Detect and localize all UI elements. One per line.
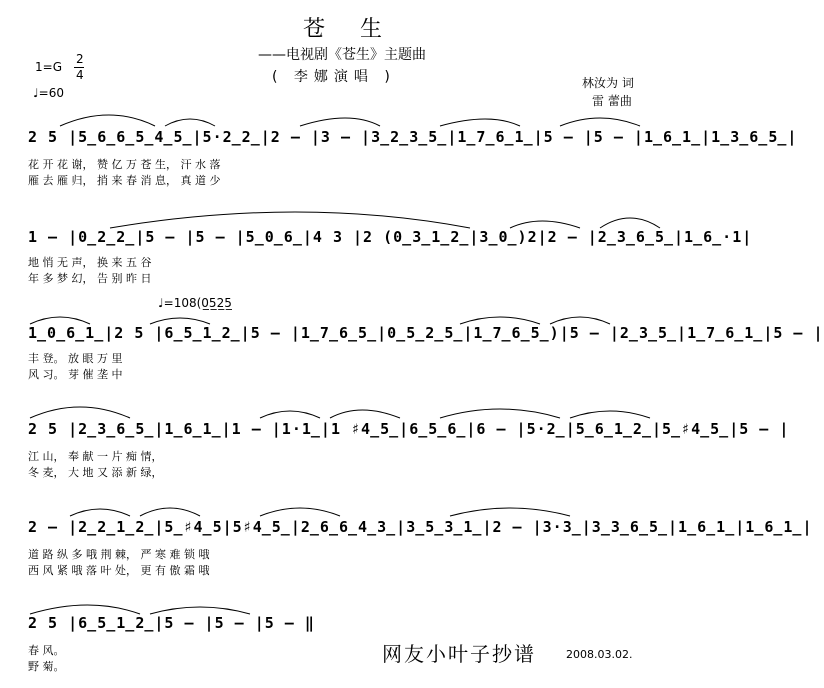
lyricist-credit: 林汝为 词 <box>582 76 634 90</box>
lyric-row-2-verse-1: 地 悄 无 声， 换 来 五 谷 <box>28 256 152 269</box>
lyric-row-5-verse-1: 道 路 纵 多 哦 荆 棘， 严 寒 难 锁 哦 <box>28 548 210 561</box>
song-title: 苍 生 <box>303 17 396 42</box>
transcriber-signature: 网友小叶子抄谱 <box>382 642 536 666</box>
key-signature: 1=G <box>35 60 62 74</box>
lyric-row-1-verse-2: 雁 去 雁 归， 捎 来 春 消 息， 真 道 少 <box>28 174 221 187</box>
notation-row-6: 2 5 |6̲5̲1̲2̲|5 – |5 – |5 – ‖ <box>28 614 315 632</box>
tempo-marking: ♩=60 <box>33 86 64 100</box>
notation-row-1: 2 5 |5̲6̲6̲5̲4̲5̲|5·2̲2̲|2 – |3 – |3̲2̲3̲5̲|1̲7̲6̲1̲|5 – |5 – |1̲6̲1̲|1̲3̲6̲5̲| <box>28 128 798 146</box>
notation-row-3: 1̲0̲6̲1̲|2 5 |6̲5̲1̲2̲|5 – |1̲7̲6̲5̲|0̲5̲2̲5̲|1̲7̲6̲5̲)|5 – |2̲3̲5̲|1̲7̲6̲1̲|5 – | <box>28 324 824 342</box>
lyric-row-2-verse-2: 年 多 梦 幻， 告 别 昨 日 <box>28 272 152 285</box>
notation-row-2: 1 – |0̲2̲2̲|5 – |5 – |5̲0̲6̲|4 3 |2 (0̲3̲1̲2̲|3̲0̲)2|2 – |2̲3̲6̲5̲|1̲6̲·1| <box>28 228 753 246</box>
notation-row-4: 2 5 |2̲3̲6̲5̲|1̲6̲1̲|1 – |1·1̲|1 ♯4̲5̲|6̲5̲6̲|6 – |5·2̲|5̲6̲1̲2̲|5̲♯4̲5̲|5 – | <box>28 420 790 438</box>
lyric-row-6-verse-2: 野 菊。 <box>28 660 65 673</box>
lyric-row-1-verse-1: 花 开 花 谢， 赞 亿 万 苍 生， 汗 水 落 <box>28 158 221 171</box>
lyric-row-5-verse-2: 西 风 紧 哦 落 叶 处， 更 有 傲 霜 哦 <box>28 564 210 577</box>
lyric-row-3-verse-2: 风 习。 芽 催 垄 中 <box>28 368 123 381</box>
composer-credit: 雷 蕾曲 <box>592 94 632 108</box>
transcription-date: 2008.03.02. <box>566 648 633 661</box>
song-subtitle: ——电视剧《苍生》主题曲 <box>258 47 426 63</box>
lyric-row-3-verse-1: 丰 登。 放 眼 万 里 <box>28 352 123 365</box>
lyric-row-4-verse-2: 冬 麦， 大 地 又 添 新 绿， <box>28 466 163 479</box>
lyric-row-4-verse-1: 江 山， 奉 献 一 片 痴 情， <box>28 450 163 463</box>
time-signature-top: 2 <box>76 52 84 66</box>
time-signature-bottom: 4 <box>76 68 84 82</box>
notation-row-5: 2 – |2̲2̲1̲2̲|5̲♯4̲5|5♯4̲5̲|2̲6̲6̲4̲3̲|3̲5̲3̲1̲|2 – |3·3̲|3̲3̲6̲5̲|1̲6̲1̲|1̲6̲1̲| <box>28 518 813 536</box>
tempo-change: ♩=108(0̲5̲2̲5̲ <box>158 296 232 310</box>
lyric-row-6-verse-1: 春 风。 <box>28 644 65 657</box>
singer-credit: ( 李娜演唱 ) <box>272 69 396 85</box>
